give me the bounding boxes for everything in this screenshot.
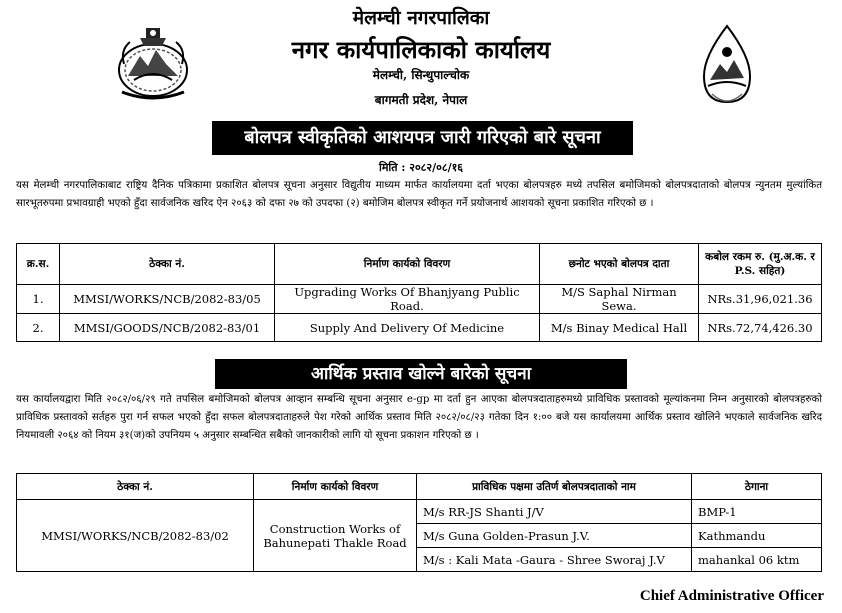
cell-work-desc: Supply And Delivery Of Medicine bbox=[275, 314, 540, 342]
office-name: नगर कार्यपालिकाको कार्यालय bbox=[291, 35, 551, 64]
cell-bidder: M/S Saphal Nirman Sewa. bbox=[540, 285, 699, 314]
table-row bbox=[17, 285, 822, 314]
cell-address: BMP-1 bbox=[692, 500, 822, 524]
notice1-paragraph: यस मेलम्ची नगरपालिकाबाट राष्ट्रिय दैनिक पत्रिकामा प्रकाशित बोलपत्र सूचना अनुसार विद्युतीय माध्यम मार्फत कार्यालयमा दर्ता भएका बोलपत्रहरु मध्ये तपसिल बमोजिमको बोलपत्रदाताको बोलपत्र न्युनतम मुल्यांकित सारभूतरुपमा प्रभावग्राही भएको हुँदा सार्वजनिक खरिद ऐन २०६३ को दफा २७ को उपदफा (२) बमोजिम बोलपत्र स्वीकृत गर्ने प्रयोजनार्थ आशयको सूचना प्रकाशित गरिएको छ । bbox=[16, 180, 822, 209]
municipality-name: मेलम्ची नगरपालिका bbox=[352, 7, 490, 29]
cell-work-desc bbox=[254, 500, 417, 572]
financial-opening-table bbox=[16, 473, 822, 572]
cell-address: mahankal 06 ktm bbox=[692, 548, 822, 572]
cell-bidder-name: M/s : Kali Mata -Gaura - Shree Sworaj J.V bbox=[417, 548, 692, 572]
table-row bbox=[17, 314, 822, 342]
table-row bbox=[17, 500, 822, 524]
cell-bidder: M/s Binay Medical Hall bbox=[540, 314, 699, 342]
col-work-desc: निर्माण कार्यको विवरण bbox=[275, 244, 540, 285]
cell-amount: NRs.72,74,426.30 bbox=[699, 314, 822, 342]
col-sn: क्र.स. bbox=[17, 244, 60, 285]
col-bidder-name: प्राविधिक पक्षमा उतिर्ण बोलपत्रदाताको नाम bbox=[417, 474, 692, 500]
cell-contract-no: MMSI/WORKS/NCB/2082-83/02 bbox=[17, 500, 254, 572]
notice2-title: आर्थिक प्रस्ताव खोल्ने बारेको सूचना bbox=[215, 359, 627, 389]
cell-amount: NRs.31,96,021.36 bbox=[699, 285, 822, 314]
cell-contract-no: MMSI/GOODS/NCB/2082-83/01 bbox=[60, 314, 275, 342]
work-desc-line1: Construction Works of bbox=[269, 521, 401, 536]
cell-address: Kathmandu bbox=[692, 524, 822, 548]
cell-work-desc: Upgrading Works Of Bhanjyang Public Road. bbox=[275, 285, 540, 314]
col-bidder: छनोट भएको बोलपत्र दाता bbox=[540, 244, 699, 285]
table-header-row bbox=[17, 474, 822, 500]
notice1-title: बोलपत्र स्वीकृतिको आशयपत्र जारी गरिएको बारे सूचना bbox=[212, 121, 633, 155]
cell-bidder-name: M/s Guna Golden-Prasun J.V. bbox=[417, 524, 692, 548]
cell-bidder-name: M/s RR-JS Shanti J/V bbox=[417, 500, 692, 524]
col-work-desc: निर्माण कार्यको विवरण bbox=[254, 474, 417, 500]
col-address: ठेगाना bbox=[692, 474, 822, 500]
award-table bbox=[16, 243, 822, 342]
work-desc-line2: Bahunepati Thakle Road bbox=[263, 535, 407, 550]
col-amount: कबोल रकम रु. (मु.अ.क. र P.S. सहित) bbox=[699, 244, 822, 285]
cell-sn: 2. bbox=[17, 314, 60, 342]
col-contract-no: ठेक्का नं. bbox=[60, 244, 275, 285]
notice1-date: मिति : २०८२/०८/१६ bbox=[378, 161, 464, 174]
table-header-row bbox=[17, 244, 822, 285]
signatory: Chief Administrative Officer bbox=[639, 588, 824, 604]
cell-sn: 1. bbox=[17, 285, 60, 314]
notice2-paragraph: यस कार्यालयद्वारा मिति २०८२/०६/२९ गते तपसिल बमोजिमको बोलपत्र आव्हान सम्बन्धि सूचना अनुसार e-gp मा दर्ता हुन आएका बोलपत्रदाताहरुमध्ये प्राविधिक प्रस्तावको मूल्यांकनमा निम्न अनुसारको बोलपत्रहरुको प्राविधिक प्रस्तावको सर्तहरु पुरा गर्न सफल भएको हुँदा सफल बोलपत्रदाताहरुले पेश गरेको आर्थिक प्रस्ताव मिति २०८२/०८/२३ गतेका दिन १:०० बजे यस कार्यालयमा आर्थिक प्रस्ताव खोलिने भएकाले सार्वजनिक खरिद नियमावली २०६४ को नियम ३१(ज)को उपनियम ५ अनुसार सम्बन्धित सबैको जानकारीको लागि यो सूचना प्रकाशन गरिएको छ । bbox=[16, 394, 822, 441]
office-address: मेलम्ची, सिन्धुपाल्चोक bbox=[372, 68, 470, 82]
cell-contract-no: MMSI/WORKS/NCB/2082-83/05 bbox=[60, 285, 275, 314]
office-province: बागमती प्रदेश, नेपाल bbox=[374, 93, 468, 107]
col-contract-no: ठेक्का नं. bbox=[17, 474, 254, 500]
